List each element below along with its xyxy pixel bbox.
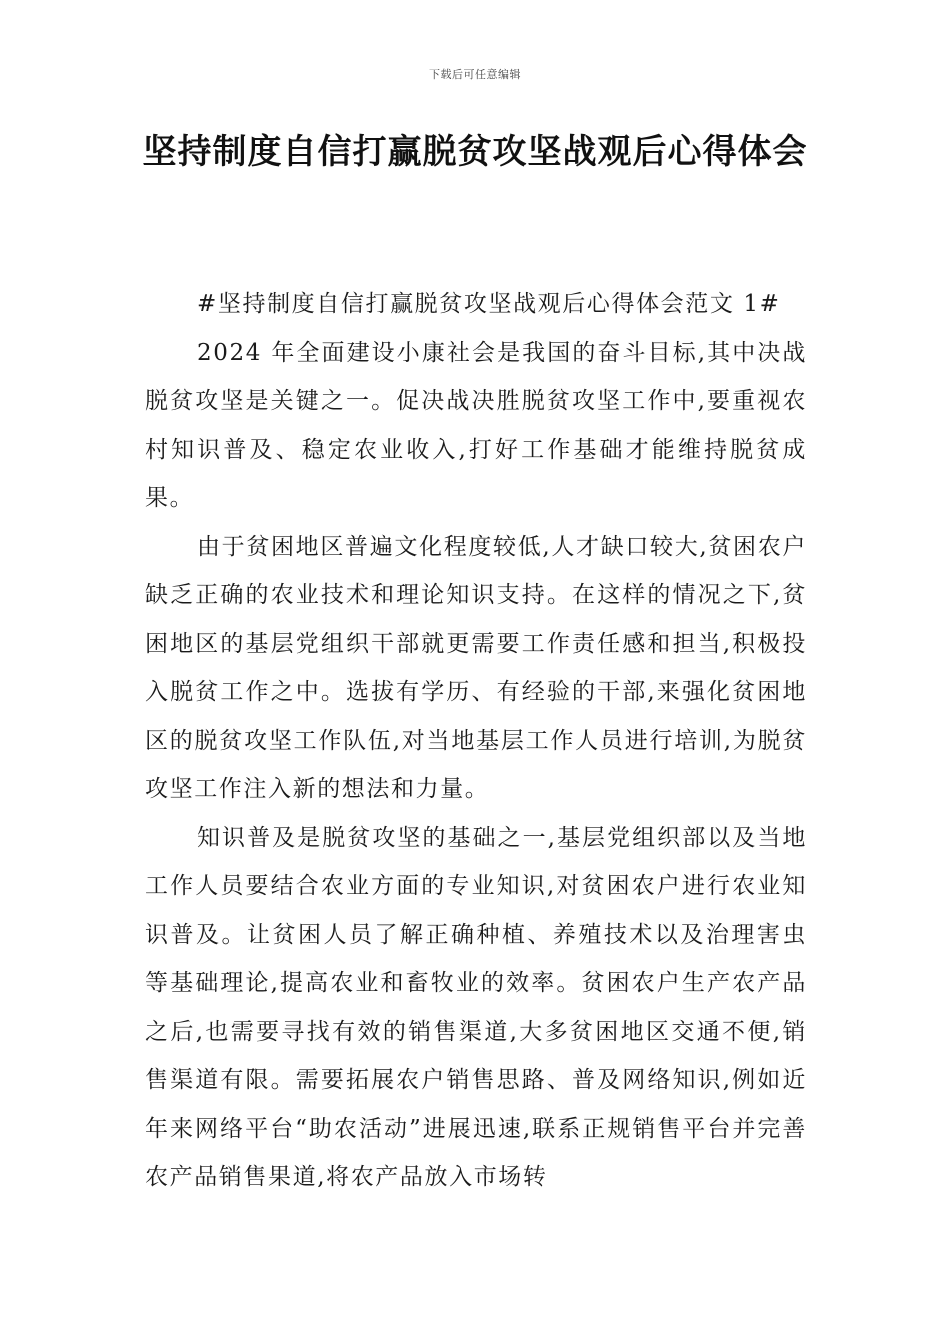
document-body [145,280,807,1202]
header-note: 下载后可任意编辑 [429,68,521,81]
paragraph-1: 2024 年全面建设小康社会是我国的奋斗目标,其中决战脱贫攻坚是关键之一。促决战决胜脱贫攻坚工作中,要重视农村知识普及、稳定农业收入,打好工作基础才能维持脱贫成果。 [145,339,807,511]
document-title: 坚持制度自信打赢脱贫攻坚战观后心得体会 [142,132,808,172]
article-subtitle: #坚持制度自信打赢脱贫攻坚战观后心得体会范文 1# [197,291,781,317]
paragraph-3: 知识普及是脱贫攻坚的基础之一,基层党组织部以及当地工作人员要结合农业方面的专业知识,对贫困农户进行农业知识普及。让贫困人员了解正确种植、养殖技术以及治理害虫等基础理论,提高农业和畜牧业的效率。贫困农户生产农产品之后,也需要寻找有效的销售渠道,大多贫困地区交通不便,销售渠道有限。需要拓展农户销售思路、普及网络知识,例如近年来网络平台“助农活动”进展迅速,联系正规销售平台并完善农产品销售果道,将农产品放入市场转 [145,824,807,1190]
paragraph-2: 由于贫困地区普遍文化程度较低,人才缺口较大,贫困农户缺乏正确的农业技术和理论知识支持。在这样的情况之下,贫困地区的基层党组织干部就更需要工作责任感和担当,积极投入脱贫工作之中。选拔有学历、有经验的干部,来强化贫困地区的脱贫攻坚工作队伍,对当地基层工作人员进行培训,为脱贫攻坚工作注入新的想法和力量。 [145,533,807,802]
